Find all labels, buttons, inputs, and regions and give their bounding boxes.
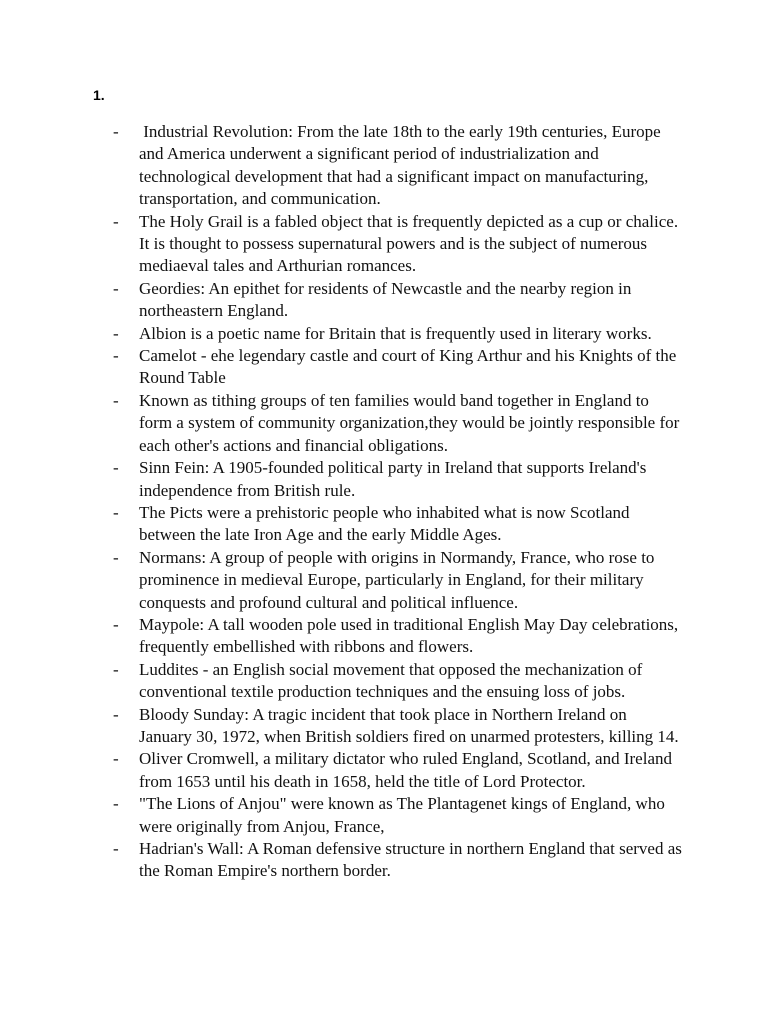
list-item-marker: -: [113, 278, 119, 298]
list-item-marker: -: [113, 502, 119, 522]
list-item-text: Hadrian's Wall: A Roman defensive structure in northern England that served as the Roman Empire's northern border.: [139, 839, 682, 881]
list-item-marker: -: [113, 323, 119, 343]
list-item-text: Normans: A group of people with origins in Normandy, France, who rose to prominence in medieval Europe, particularly in England, for their military conquests and profound cultural and political influence.: [139, 547, 655, 612]
list-item-text: Bloody Sunday: A tragic incident that took place in Northern Ireland on January 30, 1972, when British soldiers fired on unarmed protesters, killing 14.: [139, 704, 679, 746]
list-item-text: Luddites - an English social movement that opposed the mechanization of conventional textile production techniques and the ensuing loss of jobs.: [139, 659, 643, 702]
section-number: 1.: [93, 87, 105, 103]
list-item: [113, 748, 683, 793]
list-item-marker: -: [113, 390, 119, 410]
list-item-text: Industrial Revolution: From the late 18th to the early 19th centuries, Europe and America underwent a significant period of industrialization and technological development that had a significant impact on manufacturing, transportation, and communication.: [139, 122, 665, 209]
list-item-text: Geordies: An epithet for residents of Newcastle and the nearby region in northeastern England.: [139, 278, 632, 321]
list-item: [113, 323, 683, 345]
list-item: [113, 278, 683, 323]
list-item-text: "The Lions of Anjou" were known as The Plantagenet kings of England, who were originally from Anjou, France,: [139, 794, 665, 836]
list-item: [113, 502, 683, 547]
list-item: [113, 457, 683, 502]
list-item: [113, 547, 683, 614]
list-item-marker: -: [113, 458, 119, 478]
list-item: [113, 704, 683, 749]
list-item: [113, 659, 683, 704]
bullet-list: [113, 121, 683, 883]
list-item-marker: -: [113, 839, 119, 858]
list-item-text: Camelot - ehe legendary castle and court of King Arthur and his Knights of the Round Table: [139, 346, 677, 388]
list-item-text: Oliver Cromwell, a military dictator who ruled England, Scotland, and Ireland from 1653 until his death in 1658, held the title of Lord Protector.: [139, 749, 672, 791]
list-item-marker: -: [113, 794, 119, 814]
list-item-marker: -: [113, 211, 119, 231]
list-item-text: Sinn Fein: A 1905-founded political party in Ireland that supports Ireland's independence from British rule.: [139, 458, 647, 500]
list-item-marker: -: [113, 122, 119, 141]
list-item: [113, 345, 683, 390]
list-item-marker: -: [113, 547, 119, 567]
list-item-marker: -: [113, 704, 119, 724]
list-item-text: Maypole: A tall wooden pole used in traditional English May Day celebrations, frequently embellished with ribbons and flowers.: [139, 614, 679, 657]
list-item-text: The Picts were a prehistoric people who inhabited what is now Scotland between the late Iron Age and the early Middle Ages.: [139, 502, 630, 545]
list-item-marker: -: [113, 614, 119, 634]
list-item-text: The Holy Grail is a fabled object that is frequently depicted as a cup or chalice. It is thought to possess supernatural powers and is the subject of numerous mediaeval tales and Arthurian romances.: [139, 211, 679, 276]
list-item: [113, 838, 683, 883]
list-item: [113, 121, 683, 211]
list-item: [113, 211, 683, 278]
list-item-text: Albion is a poetic name for Britain that is frequently used in literary works.: [139, 323, 652, 343]
list-item-marker: -: [113, 346, 119, 366]
list-item-marker: -: [113, 659, 119, 679]
list-item: [113, 390, 683, 457]
list-item: [113, 614, 683, 659]
list-item-marker: -: [113, 749, 119, 769]
list-item-text: Known as tithing groups of ten families would band together in England to form a system of community organization,they would be jointly responsible for each other's actions and financial obligations.: [139, 390, 680, 455]
list-item: [113, 793, 683, 838]
